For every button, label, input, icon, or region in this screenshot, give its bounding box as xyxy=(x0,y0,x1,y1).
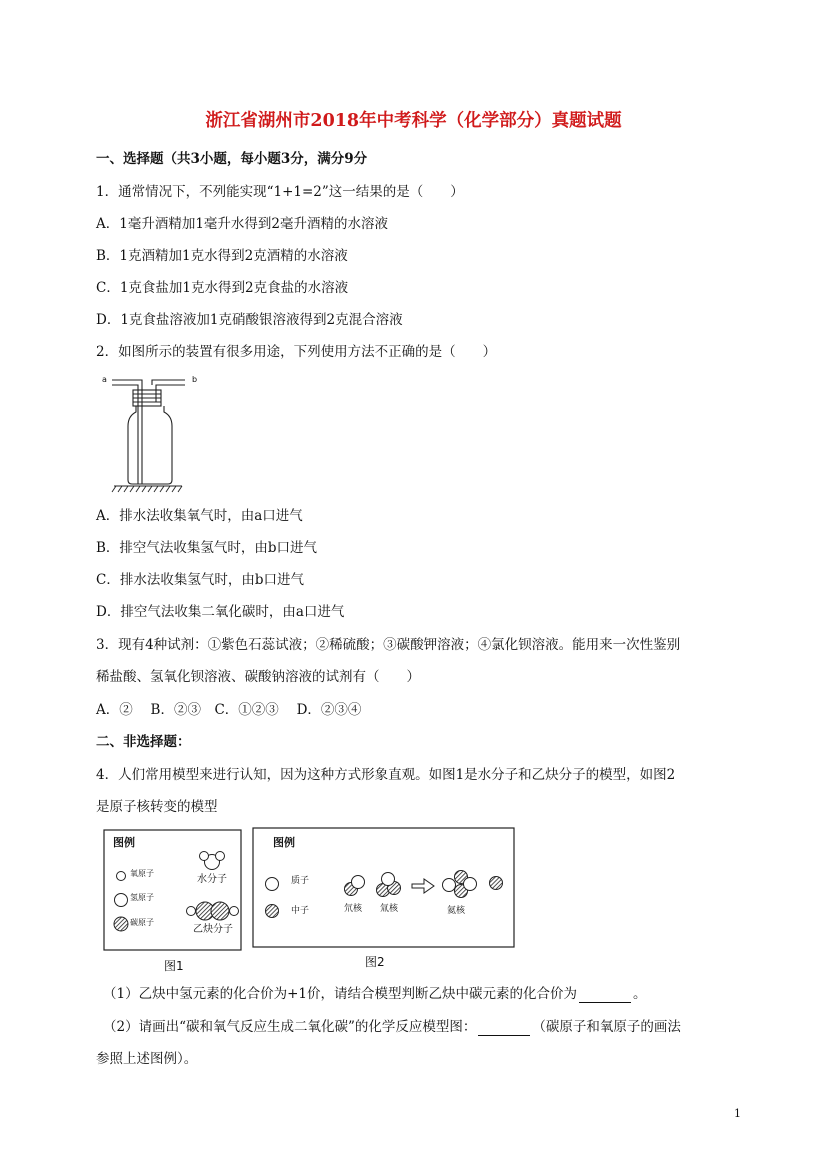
question-3-stem-line2: 稀盐酸、氢氧化钡溶液、碳酸钠溶液的试剂有（ ） xyxy=(96,669,420,685)
fig1-legend-title: 图例 xyxy=(113,836,135,849)
q4-sub2-blank[interactable] xyxy=(478,1021,530,1036)
fig1-oxygen-atom-label: 氧原子 xyxy=(130,869,154,878)
fig1-water-label: 水分子 xyxy=(197,874,227,885)
question-2-stem: 2．如图所示的装置有很多用途，下列使用方法不正确的是（ ） xyxy=(96,344,497,360)
q2-option-a: A．排水法收集氧气时，由a口进气 xyxy=(96,508,303,524)
q4-sub2-end: （碳原子和氧原子的画法 xyxy=(532,1019,681,1035)
q1-option-c: C．1克食盐加1克水得到2克食盐的水溶液 xyxy=(96,280,349,296)
inlet-a-label: a xyxy=(102,375,107,384)
q4-sub2-line2: 参照上述图例）。 xyxy=(96,1051,198,1067)
q3-options: A．② B．②③ C．①②③ D．②③④ xyxy=(96,702,362,718)
fig2-helium-label: 氦核 xyxy=(447,906,466,916)
section-2-heading: 二、非选择题： xyxy=(96,734,191,750)
page-title: 浙江省湖州市2018年中考科学（化学部分）真题试题 xyxy=(205,111,622,131)
q4-sub2-text: （2）请画出“碳和氧气反应生成二氧化碳”的化学反应模型图： xyxy=(103,1019,477,1035)
q2-option-b: B．排空气法收集氢气时，由b口进气 xyxy=(96,540,318,556)
question-3-stem-line1: 3．现有4种试剂：①紫色石蕊试液；②稀硫酸；③碳酸钾溶液；④氯化钡溶液。能用来一次性鉴别 xyxy=(96,637,681,653)
fig2-legend-title: 图例 xyxy=(273,836,295,849)
gas-bottle-figure xyxy=(100,372,210,494)
q4-sub1-text: （1）乙炔中氢元素的化合价为+1价，请结合模型判断乙炔中碳元素的化合价为 xyxy=(103,986,577,1002)
inlet-b-label: b xyxy=(192,375,198,384)
fig2-proton-label: 质子 xyxy=(291,876,310,886)
q2-option-c: C．排水法收集氢气时，由b口进气 xyxy=(96,572,304,588)
fig2-neutron-label: 中子 xyxy=(291,906,310,916)
fig2-tritium-label: 氚核 xyxy=(380,904,399,914)
q2-option-d: D．排空气法收集二氧化碳时，由a口进气 xyxy=(96,604,345,620)
q1-option-b: B．1克酒精加1克水得到2克酒精的水溶液 xyxy=(96,248,348,264)
section-1-heading: 一、选择题（共3小题，每小题3分，满分9分 xyxy=(96,151,368,167)
q4-sub2 xyxy=(103,1018,681,1036)
q1-option-d: D．1克食盐溶液加1克硝酸银溶液得到2克混合溶液 xyxy=(96,312,403,328)
q4-sub1-blank[interactable] xyxy=(579,988,631,1003)
fig2-caption: 图2 xyxy=(365,955,385,969)
question-4-stem-line2: 是原子核转变的模型 xyxy=(96,799,218,815)
question-4-stem-line1: 4．人们常用模型来进行认知，因为这种方式形象直观。如图1是水分子和乙炔分子的模型，如图2 xyxy=(96,767,676,783)
question-1-stem: 1．通常情况下，不列能实现“1+1=2”这一结果的是（ ） xyxy=(96,184,464,200)
page-number: 1 xyxy=(734,1107,741,1120)
fig2-deuterium-label: 氘核 xyxy=(344,904,363,914)
q4-sub1-end: 。 xyxy=(633,986,647,1002)
q1-option-a: A．1毫升酒精加1毫升水得到2毫升酒精的水溶液 xyxy=(96,216,389,232)
fig1-acetylene-label: 乙炔分子 xyxy=(193,924,233,935)
fig1-caption: 图1 xyxy=(164,959,184,973)
fig1-hydrogen-atom-label: 氢原子 xyxy=(130,893,154,902)
q4-sub1 xyxy=(103,985,647,1003)
fig1-carbon-atom-label: 碳原子 xyxy=(130,918,154,927)
